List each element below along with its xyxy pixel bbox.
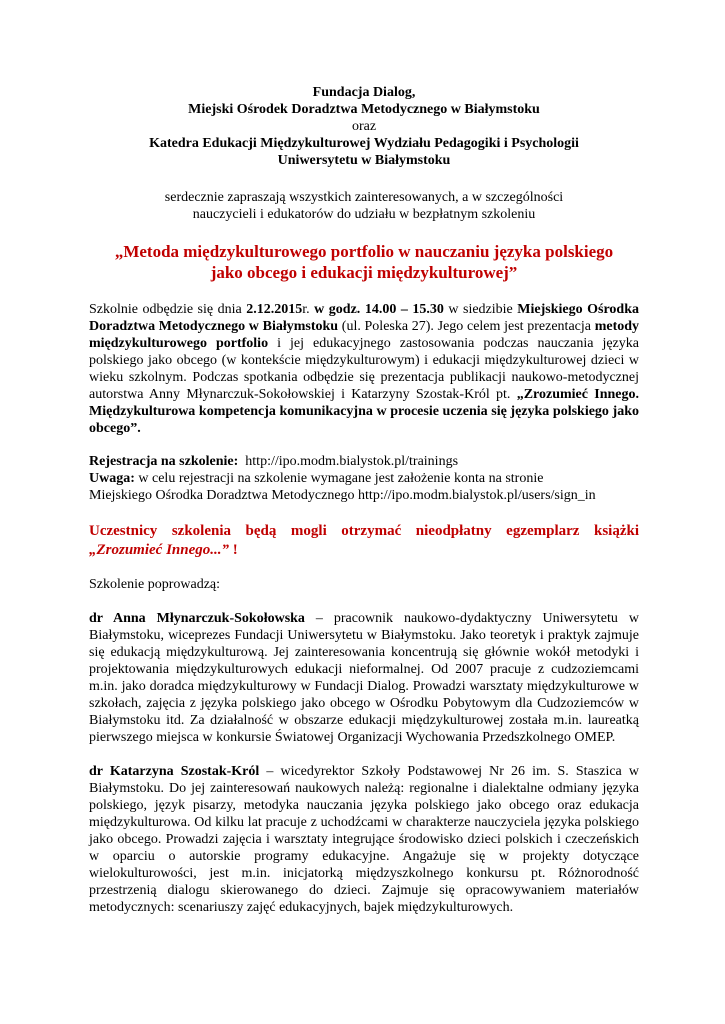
details-text: i jej edukacyjnego zastosowania podczas nauczania języka polskiego jako obcego (w kontekście międzykulturowym) i edukacji międzykulturowej dzieci w wieku szkolnym. Podczas spotkania odbędzie się prezentacja publikacji naukowo-metodycznej autorstwa Anny Młynarczuk-Sokołowskiej i Katarzyny Szostak-Król pt. (89, 336, 639, 402)
details-text: (ul. Poleska 27). Jego celem jest prezentacja (338, 319, 595, 334)
registration-label: Rejestracja na szkolenie: (89, 454, 239, 469)
training-title-line-2: jako obcego i edukacji międzykulturowej” (210, 263, 518, 282)
registration-line (89, 453, 639, 470)
free-copy-notice (89, 522, 639, 560)
trainers-lead: Szkolenie poprowadzą: (89, 577, 221, 592)
free-copy-text: Uczestnicy szkolenia będą mogli otrzymać nieodpłatny egzemplarz książki (89, 523, 639, 539)
note-text: w celu rejestracji na szkolenie wymagane jest założenie konta na stronie (134, 471, 544, 486)
registration-link[interactable]: http://ipo.modm.bialystok.pl/trainings (245, 454, 459, 469)
details-text: w siedzibie (443, 302, 518, 317)
training-title (89, 241, 639, 283)
document-page (89, 84, 639, 916)
header-foundation: Fundacja Dialog, (312, 85, 416, 100)
trainer-bio-text-1: – pracownik naukowo-dydaktyczny Uniwersytetu w Białymstoku, wiceprezes Fundacji Uniwersytetu w Białymstoku. Jako teoretyk i praktyk zajmuje się edukacją międzykulturową. Jej zainteresowania koncentrują się głównie wokół metodyki i projektowania międzykulturowych edukacji nieformalnej. Od 2007 pracuje z cudzoziemcami m.in. jako doradca międzykulturowy w Fundacji Dialog. Prowadzi warsztaty międzykulturowe w szkołach, zajęcia z języka polskiego jako obcego w Ośrodku Pobytowym dla Cudzoziemców w Białymstoku itd. Za działalność w obszarze edukacji międzykulturowej została m.in. laureatką pierwszego miejsca w konkursie Światowej Organizacji Wychowania Przedszkolnego OMEP. (89, 611, 639, 745)
free-copy-end: ! (229, 542, 238, 558)
training-time: w godz. 14.00 – 15.30 (314, 302, 444, 317)
training-title-line-1: „Metoda międzykulturowego portfolio w nauczaniu języka polskiego (114, 242, 614, 261)
invitation-line-1: serdecznie zapraszają wszystkich zainteresowanych, a w szczególności (164, 190, 564, 205)
trainer-bio-1 (89, 610, 639, 746)
trainer-name-1: dr Anna Młynarczuk-Sokołowska (89, 611, 305, 626)
note-text-2: Miejskiego Ośrodka Doradztwa Metodycznego (89, 488, 359, 503)
header-university: Uniwersytetu w Białymstoku (277, 153, 451, 168)
details-text: Szkolnie odbędzie się dnia (89, 302, 247, 317)
signin-link[interactable]: http://ipo.modm.bialystok.pl/users/sign_in (358, 488, 596, 503)
training-date: 2.12.2015 (246, 302, 303, 317)
registration-block (89, 453, 639, 504)
note-line (89, 470, 639, 487)
note-label: Uwaga: (89, 471, 135, 486)
header-and: oraz (351, 119, 377, 134)
invitation-text (89, 189, 639, 223)
details-text: r. (302, 302, 315, 317)
invitation-line-2: nauczycieli i edukatorów do udziału w bezpłatnym szkoleniu (192, 207, 536, 222)
header-center: Miejski Ośrodek Doradztwa Metodycznego w Białymstoku (188, 102, 540, 117)
note-line-2 (89, 487, 639, 504)
training-venue: Miejskiego Ośrodka Doradztwa Metodycznego w Białymstoku (89, 302, 639, 334)
header-block (89, 84, 639, 169)
free-copy-book: „Zrozumieć Innego...” (89, 542, 230, 558)
training-details (89, 301, 639, 437)
trainer-name-2: dr Katarzyna Szostak-Król (89, 764, 260, 779)
method-name: metody międzykulturowego portfolio (89, 319, 640, 351)
book-title: „Zrozumieć Innego. Międzykulturowa kompetencja komunikacyjna w procesie uczenia się języka polskiego jako obcego”. (89, 387, 639, 436)
trainer-bio-text-2: – wicedyrektor Szkoły Podstawowej Nr 26 im. S. Staszica w Białymstoku. Do jej zainteresowań naukowych należą: regionalne i dialektalne odmiany języka polskiego, język pisarzy, metodyka nauczania języka polskiego jako obcego oraz edukacja międzykulturowa. Od kilku lat pracuje z uchodźcami w charakterze nauczyciela języka polskiego jako obcego. Prowadzi zajęcia i warsztaty integrujące środowisko dzieci polskich i czeczeńskich w oparciu o autorskie programy edukacyjne. Angażuje się w projekty dotyczące wielokulturowości, jest m.in. inicjatorką międzyszkolnego konkursu pt. Różnorodność przestrzenią dialogu skierowanego do dzieci. Zajmuje się opracowywaniem materiałów metodycznych: scenariuszy zajęć edukacyjnych, bajek międzykulturowych. (89, 764, 639, 915)
trainer-bio-2 (89, 763, 639, 916)
header-department: Katedra Edukacji Międzykulturowej Wydziału Pedagogiki i Psychologii (149, 136, 579, 151)
